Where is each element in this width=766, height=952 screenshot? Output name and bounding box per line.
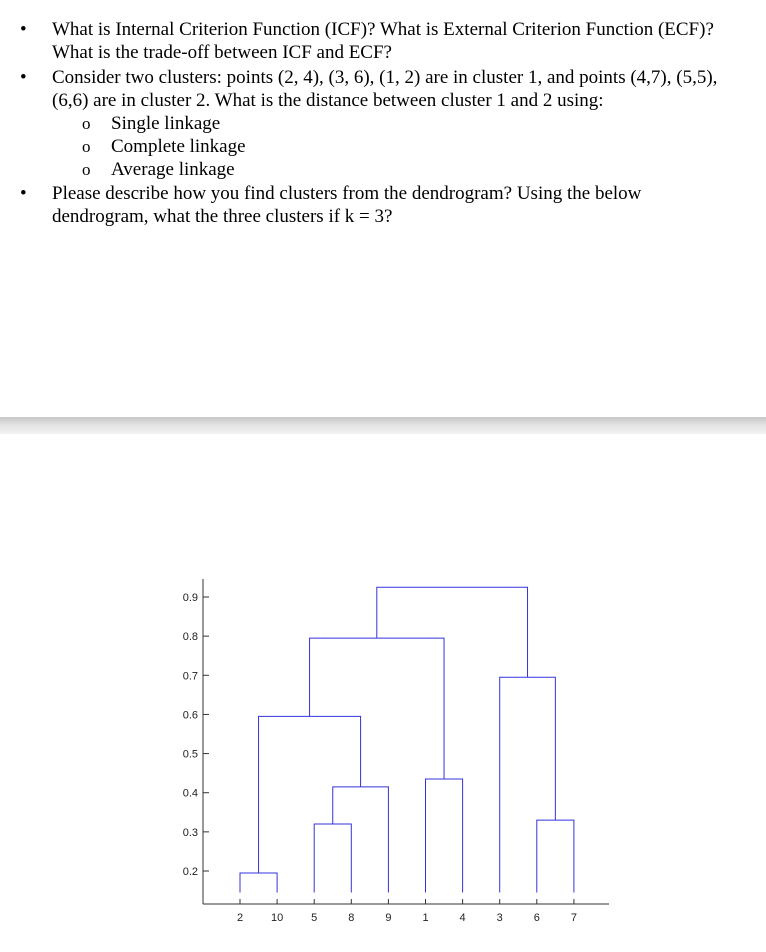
y-tick-label: 0.5 (182, 748, 198, 761)
y-tick-label: 0.6 (182, 709, 198, 722)
dendrogram-chart (0, 434, 766, 947)
x-tick-label: 6 (533, 912, 540, 924)
circle-bullet-icon: o (82, 160, 91, 179)
page-divider (0, 417, 766, 434)
dendrogram-merge-link (377, 587, 528, 677)
dendrogram-merge-link (240, 873, 277, 893)
question-1-line-2: What is the trade-off between ICF and ECF? (52, 42, 392, 63)
x-tick-label: 10 (270, 912, 284, 924)
dendrogram-merge-link (500, 677, 556, 892)
circle-bullet-icon: o (82, 137, 91, 156)
x-tick-label: 3 (496, 912, 503, 924)
y-tick-label: 0.4 (182, 787, 198, 800)
dendrogram-merge-link (333, 787, 389, 893)
dendrogram-figure (0, 434, 766, 947)
x-tick-label: 5 (311, 912, 318, 924)
question-2-line-2: (6,6) are in cluster 2. What is the distance between cluster 1 and 2 using: (52, 90, 604, 111)
dendrogram-merge-link (310, 638, 444, 779)
question-2-line-1: Consider two clusters: points (2, 4), (3, 6), (1, 2) are in cluster 1, and points (4,7), (5,5), (52, 67, 718, 88)
x-tick-label: 7 (570, 912, 577, 924)
bullet-icon: • (20, 19, 27, 40)
y-tick-label: 0.8 (182, 631, 198, 644)
sub-item-label: Average linkage (111, 159, 235, 180)
question-3-line-1: Please describe how you find clusters from the dendrogram? Using the below (52, 183, 642, 204)
question-1-line-1: What is Internal Criterion Function (ICF)? What is External Criterion Function (ECF)? (52, 19, 714, 40)
bullet-icon: • (20, 67, 27, 88)
sub-item-label: Single linkage (111, 113, 221, 134)
sub-item-label: Complete linkage (111, 136, 246, 157)
dendrogram-merge-link (259, 716, 361, 873)
y-tick-label: 0.2 (182, 866, 198, 878)
x-tick-label: 2 (236, 912, 244, 924)
x-tick-label: 9 (385, 912, 392, 924)
dendrogram-merge-link (426, 779, 463, 893)
question-3-line-2: dendrogram, what the three clusters if k = 3? (52, 206, 393, 227)
x-tick-label: 8 (348, 912, 355, 924)
x-tick-label: 1 (422, 912, 429, 924)
dendrogram-merge-link (537, 820, 574, 892)
y-tick-label: 0.9 (182, 592, 198, 604)
circle-bullet-icon: o (82, 114, 91, 133)
y-tick-label: 0.7 (182, 670, 198, 683)
bullet-icon: • (20, 183, 27, 204)
x-tick-label: 4 (459, 912, 466, 924)
dendrogram-merge-link (314, 824, 351, 893)
y-tick-label: 0.3 (182, 826, 198, 839)
